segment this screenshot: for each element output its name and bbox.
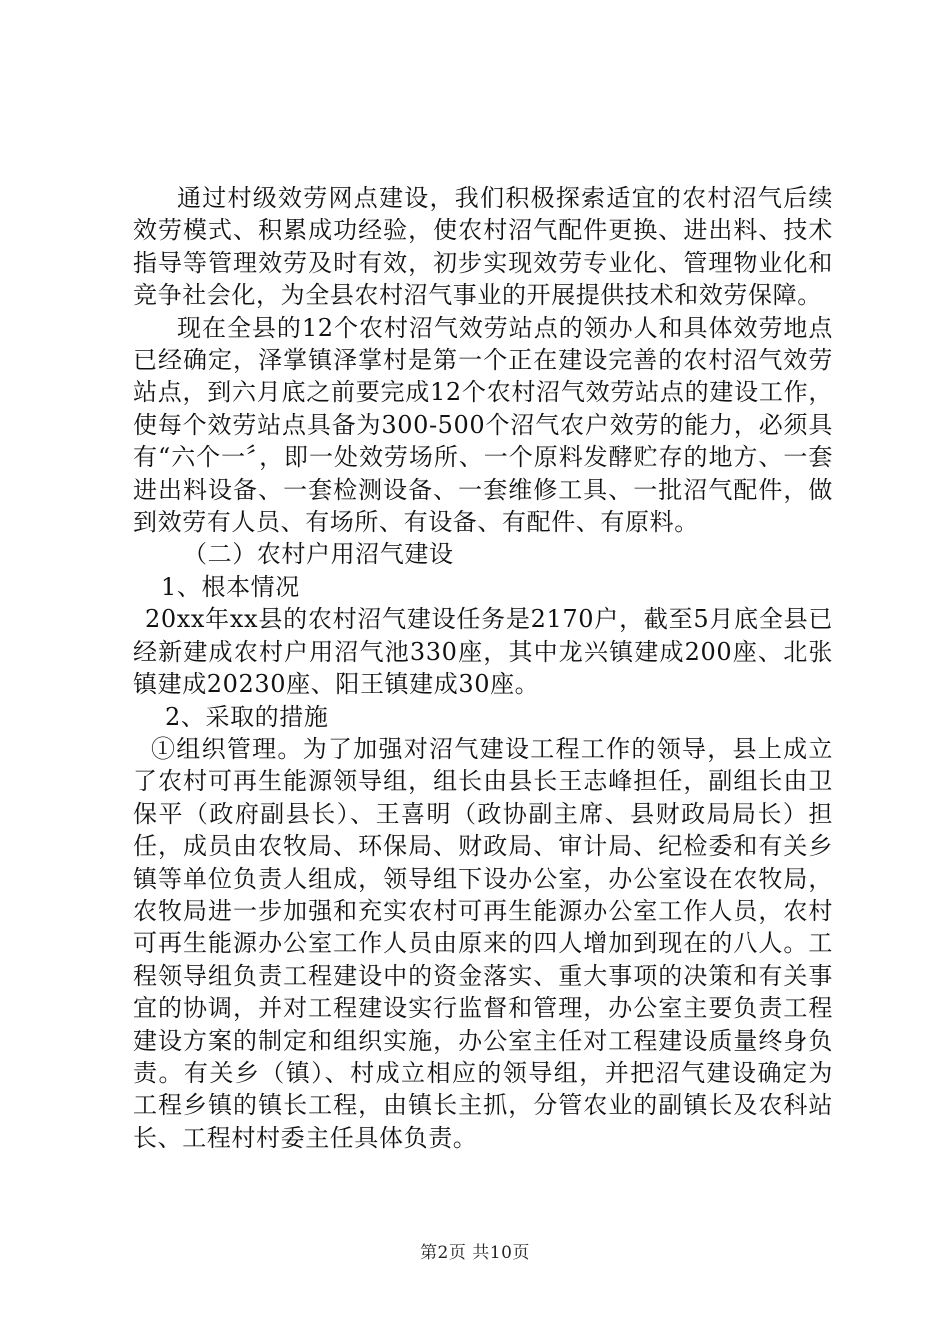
paragraph-organization-management: ①组织管理。为了加强对沼气建设工程工作的领导，县上成立了农村可再生能源领导组，组长由县长王志峰担任，副组长由卫保平（政府副县长）、王喜明（政协副主席、县财政局局长）担任，成员由农牧局、环保局、财政局、审计局、纪检委和有关乡镇等单位负责人组成，领导组下设办公室，办公室设在农牧局，农牧局进一步加强和充实农村可再生能源办公室工作人员，农村可再生能源办公室工作人员由原来的四人增加到现在的八人。工程领导组负责工程建设中的资金落实、重大事项的决策和有关事宜的协调，并对工程建设实行监督和管理，办公室主要负责工程建设方案的制定和组织实施，办公室主任对工程建设质量终身负责。有关乡（镇）、村成立相应的领导组，并把沼气建设确定为工程乡镇的镇长工程，由镇长主抓，分管农业的副镇长及农科站长、工程村村委主任具体负责。 [133,734,833,1152]
paragraph-service-outlets: 通过村级效劳网点建设，我们积极探索适宜的农村沼气后续效劳模式、积累成功经验，使农村沼气配件更换、进出料、技术指导等管理效劳及时有效，初步实现效劳专业化、管理物业化和竞争社会化，为全县农村沼气事业的开展提供技术和效劳保障。 [133,184,833,310]
subheading-measures: 2、采取的措施 [165,702,329,731]
subheading-basic-situation: 1、根本情况 [161,572,300,601]
section-heading-household-biogas: （二）农村户用沼气建设 [183,540,454,569]
page-number-footer: 第2页 共10页 [420,1243,530,1263]
document-body [133,182,833,1154]
paragraph-service-stations: 现在全县的12个农村沼气效劳站点的领办人和具体效劳地点已经确定，泽掌镇泽掌村是第一个正在建设完善的农村沼气效劳站点，到六月底之前要完成12个农村沼气效劳站点的建设工作，使每个效劳站点具备为300-500个沼气农户效劳的能力，必须具有“六个一〞，即一处效劳场所、一个原料发酵贮存的地方、一套进出料设备、一套检测设备、一套维修工具、一批沼气配件，做到效劳有人员、有场所、有设备、有配件、有原料。 [133,313,833,537]
paragraph-construction-stats: 20xx年xx县的农村沼气建设任务是2170户，截至5月底全县已经新建成农村户用沼气池330座，其中龙兴镇建成200座、北张镇建成20230座、阳王镇建成30座。 [133,605,833,699]
